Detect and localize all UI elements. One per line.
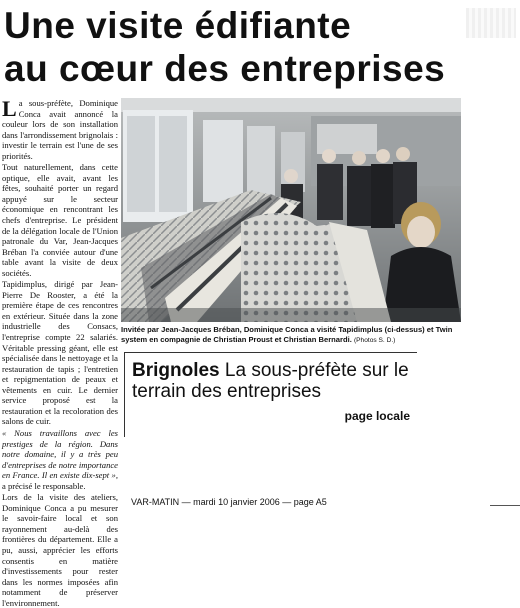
teaser-text: La sous-préfète sur le terrain des entreprises [132, 360, 409, 402]
article-paragraph: La sous-préfète, Dominique Conca avait annoncé la couleur lors de son installation dans l'arrondissement brignolais : investir le terrain est l'une de ses priorités. [2, 96, 118, 161]
drop-cap: L [2, 96, 17, 121]
headline-line-2: au cœur des entreprises [4, 48, 446, 89]
photo-caption [121, 325, 461, 346]
article-photo [121, 98, 461, 322]
publication-footer: VAR-MATIN — mardi 10 janvier 2006 — page A5 [131, 497, 327, 507]
teaser-kicker: Brignoles [132, 360, 220, 381]
article-paragraph: Tout naturellement, dans cette optique, elle avait, avant les fêtes, souhaité porter un regard appuyé sur le secteur économique en rencontrant les chefs d'entreprise. Le président de la délégation locale de l'Union patronale du Var, Jean-Jacques Bréban l'a conviée autour d'une table avant la visite de deux sociétés. [2, 162, 118, 278]
bleed-through-text [466, 8, 516, 38]
photo-illustration [121, 98, 461, 322]
article-quote-paragraph: « Nous travaillons avec les prestiges de la région. Dans notre domaine, il y a très peu d'entreprises de notre importance en France. Il en existe dix-sept », a précisé le responsable. [2, 427, 118, 491]
photo-credit: (Photos S. D.) [353, 337, 396, 344]
headline [4, 4, 516, 90]
divider [490, 505, 520, 506]
teaser-box [132, 360, 412, 423]
headline-line-1: Une visite édifiante [4, 5, 352, 46]
article-body [2, 96, 118, 608]
teaser-page-label: page locale [344, 409, 410, 423]
article-quote: « Nous travaillons avec les prestiges de la région. Dans notre domaine, il y a très peu d'entreprises de notre importance en France. Il en existe dix-sept », [2, 427, 118, 481]
article-paragraph: Tapidimplus, dirigé par Jean-Pierre De Rooster, a été la première étape de ces rencontres en extérieur. Située dans la zone industrielle des Consacs, l'entreprise compte 22 salariés. Véritable pressing géant, elle est spécialisée dans le nettoyage et la restauration de tapis ; l'entretien et repigmentation de peaux et vêtements en cuir. Le dernier service proposé est la restauration et la recoloration des salons de cuir. [2, 279, 118, 427]
caption-text: Invitée par Jean-Jacques Bréban, Dominique Conca a visité Tapidimplus (ci-dessus) et Twin system en compagnie de Christian Proust et Christian Bernardi. [121, 325, 453, 344]
article-paragraph: Lors de la visite des ateliers, Dominique Conca a pu mesurer le savoir-faire local et son rayonnement au-delà des frontières du département. Elle a pu, aussi, apprécier les efforts consentis en matière d'investissements pour rester dans les normes imposées afin notamment de préserver l'environnement. [2, 492, 118, 608]
